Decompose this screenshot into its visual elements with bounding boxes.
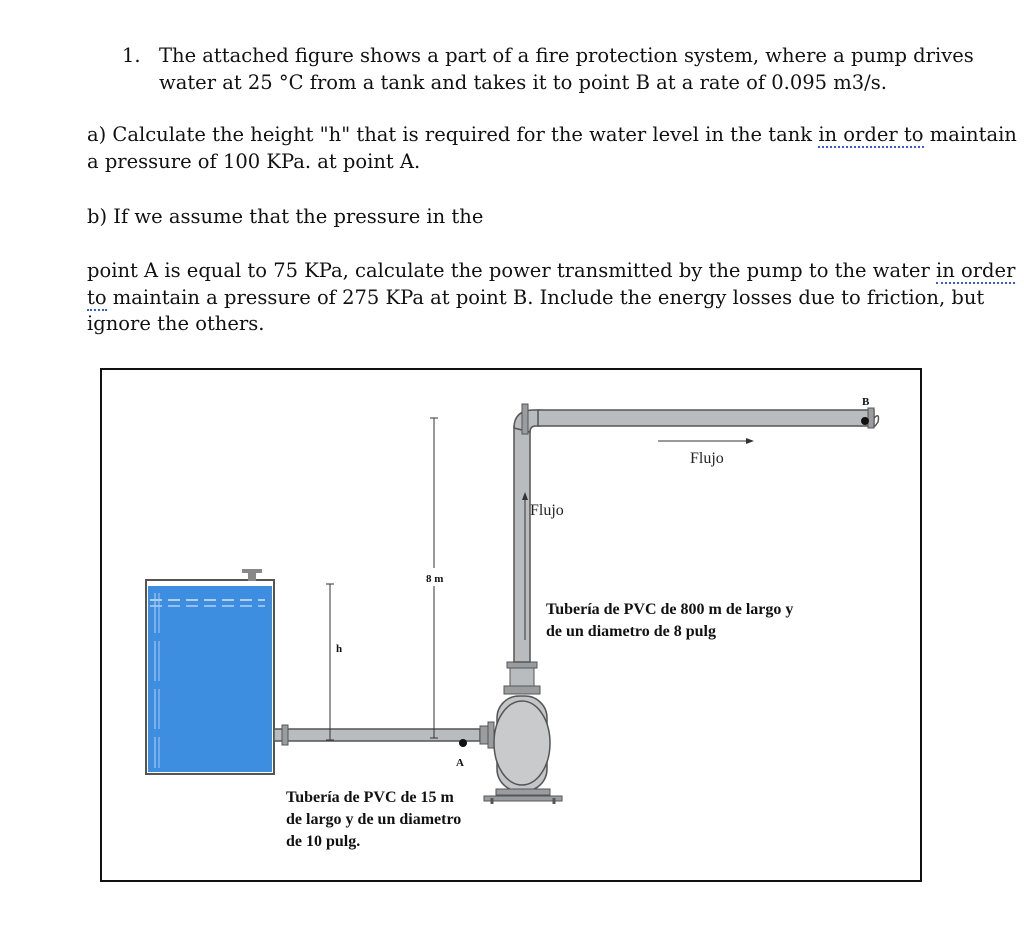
pipe-long-desc-2: de un diametro de 8 pulg (546, 623, 716, 640)
point-b-label: B (862, 396, 870, 408)
tank-water (148, 586, 272, 772)
part-a-line-2: a pressure of 100 KPa. at point A. (87, 150, 421, 173)
question-line-2: water at 25 °C from a tank and takes it to point B at a rate of 0.095 m3/s. (159, 71, 887, 94)
question-line-1: The attached figure shows a part of a fire protection system, where a pump drives (159, 44, 974, 67)
part-b-line-3 (87, 285, 984, 311)
part-b-line-2 (87, 258, 1015, 284)
pipe-short-desc-1: Tubería de PVC de 15 m (286, 789, 454, 806)
pipe-short-desc-3: de 10 pulg. (286, 833, 361, 850)
question-number: 1. (122, 44, 141, 67)
pipe-long-desc-1: Tubería de PVC de 800 m de largo y (546, 601, 794, 618)
point-a-label: A (456, 757, 464, 769)
dimension-8m-label: 8 m (426, 573, 444, 585)
flow-label-vertical: Flujo (530, 502, 564, 519)
part-b-text-2: maintain a pressure of 275 KPa at point B. Include the energy losses due to friction, but (106, 286, 985, 309)
part-b-flagged-word: to (87, 286, 107, 309)
part-b-flagged-phrase: in order (935, 259, 1016, 282)
point-a-marker (459, 739, 467, 747)
water-tank (146, 569, 274, 774)
pipe-short-desc-2: de largo y de un diametro (286, 811, 462, 828)
part-a-text: a) Calculate the height "h" that is required for the water level in the tank (87, 123, 819, 146)
part-b-line-4: ignore the others. (87, 312, 265, 335)
dimension-h-label: h (336, 643, 343, 655)
part-a-text-end: maintain (923, 123, 1017, 146)
part-a-line-1 (87, 122, 1017, 148)
flow-label-top: Flujo (690, 450, 724, 467)
point-b-marker (861, 417, 869, 425)
fire-system-diagram (100, 368, 922, 882)
part-a-flagged-phrase: in order to (818, 123, 924, 146)
part-b-text: point A is equal to 75 KPa, calculate the power transmitted by the pump to the water (87, 259, 936, 282)
part-b-line-1: b) If we assume that the pressure in the (87, 205, 484, 228)
